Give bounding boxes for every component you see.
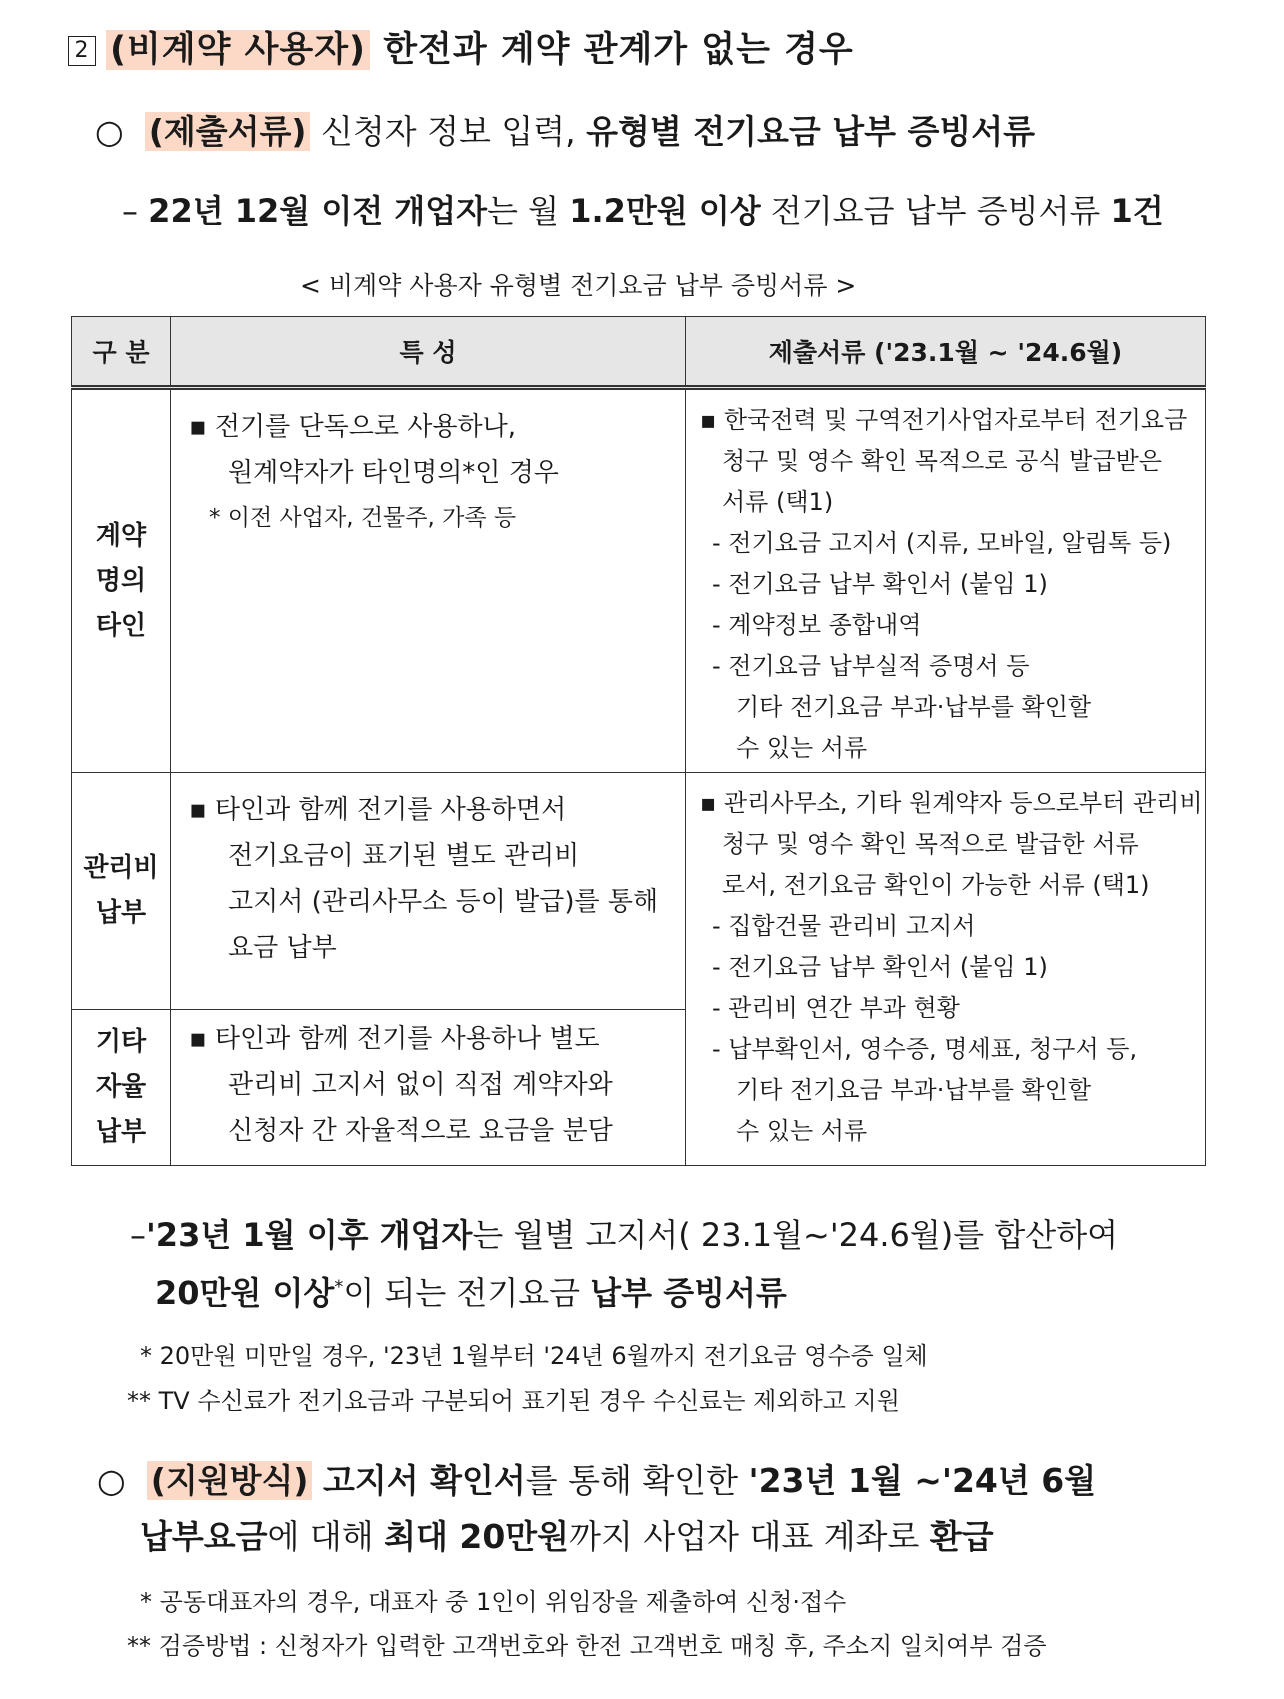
category-cell — [72, 388, 171, 773]
pre-dec22-bold2: 1.2만원 이상 — [569, 192, 761, 230]
method-bold1: 고지서 확인서 — [322, 1461, 526, 1500]
header-feature: 특 성 — [171, 317, 686, 388]
section-title-text: 한전과 계약 관계가 없는 경우 — [383, 30, 854, 70]
category-cell — [72, 773, 171, 1010]
method-item-line2 — [140, 1511, 994, 1558]
footnote: * 20만원 미만일 경우, '23년 1월부터 '24년 6월까지 전기요금 영수증 일체 — [140, 1342, 928, 1370]
doc-line: 청구 및 영수 확인 목적으로 공식 발급받은 — [722, 447, 1162, 475]
doc-line: 기타 전기요금 부과·납부를 확인할 — [736, 1076, 1092, 1104]
documents-cell — [686, 773, 1206, 1166]
doc-line: - 집합건물 관리비 고지서 — [712, 912, 976, 940]
feature-note: * 이전 사업자, 건물주, 가족 등 — [209, 505, 517, 531]
category-line: 자율 — [95, 1072, 147, 1102]
docs-item — [95, 106, 1035, 153]
category-line: 계약 — [95, 520, 147, 551]
section-title — [68, 22, 854, 72]
pre-dec22-bold1: 22년 12월 이전 개업자 — [148, 192, 488, 230]
pre-dec22-text2: 전기요금 납부 증빙서류 — [770, 192, 1101, 230]
category-cell — [72, 1010, 171, 1166]
bullet-circle: ○ — [97, 1461, 126, 1500]
feature-line: 관리비 고지서 없이 직접 계약자와 — [228, 1070, 613, 1100]
method-bold3: 납부요금 — [140, 1517, 268, 1556]
feature-line: 원계약자가 타인명의*인 경우 — [228, 458, 559, 488]
table-row — [72, 388, 1206, 773]
method-bold4: 최대 20만원 — [384, 1517, 570, 1556]
feature-line: ▪ 타인과 함께 전기를 사용하나 별도 — [189, 1024, 600, 1054]
post-jan23-text2: 이 되는 전기요금 — [343, 1274, 581, 1312]
doc-line: - 전기요금 납부실적 증명서 등 — [712, 652, 1030, 680]
doc-line: - 계약정보 종합내역 — [712, 611, 922, 639]
footnote-mark: * — [334, 1276, 344, 1298]
pre-dec22-text1: 는 월 — [487, 192, 560, 230]
doc-line: 기타 전기요금 부과·납부를 확인할 — [736, 693, 1092, 721]
category-line: 납부 — [95, 898, 147, 928]
bullet-circle: ○ — [95, 112, 124, 151]
doc-line: ▪ 한국전력 및 구역전기사업자로부터 전기요금 — [700, 406, 1188, 434]
evidence-table — [71, 316, 1206, 1166]
footnote: * 공동대표자의 경우, 대표자 중 1인이 위임장을 제출하여 신청·접수 — [140, 1588, 847, 1616]
doc-line: ▪ 관리사무소, 기타 원계약자 등으로부터 관리비 — [700, 789, 1203, 817]
feature-line: 요금 납부 — [228, 933, 337, 963]
table-header-row — [72, 317, 1206, 388]
feature-cell — [171, 388, 686, 773]
doc-line: 청구 및 영수 확인 목적으로 발급한 서류 — [722, 830, 1139, 858]
doc-line: - 전기요금 납부 확인서 (붙임 1) — [712, 570, 1048, 598]
feature-line: ▪ 전기를 단독으로 사용하나, — [189, 412, 516, 442]
doc-line: 서류 (택1) — [722, 488, 834, 516]
header-documents: 제출서류 ('23.1월 ~ '24.6월) — [686, 317, 1206, 388]
feature-line: 신청자 간 자율적으로 요금을 분담 — [228, 1116, 613, 1146]
footnote: ** 검증방법 : 신청자가 입력한 고객번호와 한전 고객번호 매칭 후, 주소지 일치여부 검증 — [127, 1632, 1047, 1660]
feature-line: 전기요금이 표기된 별도 관리비 — [228, 841, 580, 871]
table-caption: < 비계약 사용자 유형별 전기요금 납부 증빙서류 > — [300, 271, 857, 300]
doc-line: 수 있는 서류 — [736, 1117, 868, 1145]
category-line: 납부 — [95, 1117, 147, 1147]
header-category: 구 분 — [72, 317, 171, 388]
section-number-box: 2 — [68, 36, 96, 66]
method-bold5: 환급 — [929, 1517, 994, 1556]
doc-line: - 납부확인서, 영수증, 명세표, 청구서 등, — [712, 1035, 1138, 1063]
category-line: 명의 — [95, 565, 147, 596]
dash: – — [122, 192, 138, 230]
feature-line: ▪ 타인과 함께 전기를 사용하면서 — [189, 795, 567, 825]
post-jan23-bold2: 20만원 이상 — [155, 1274, 335, 1312]
doc-line: - 전기요금 납부 확인서 (붙임 1) — [712, 953, 1048, 981]
documents-cell — [686, 388, 1206, 773]
dash: – — [130, 1216, 146, 1254]
category-line: 타인 — [95, 610, 147, 641]
docs-item-bold: 유형별 전기요금 납부 증빙서류 — [586, 112, 1035, 151]
pre-dec22-line — [122, 186, 1164, 232]
table-row — [72, 773, 1206, 1010]
doc-line: 로서, 전기요금 확인이 가능한 서류 (택1) — [722, 871, 1150, 899]
docs-item-tag: (제출서류) — [145, 112, 311, 151]
post-jan23-bold1: '23년 1월 이후 개업자 — [146, 1216, 473, 1254]
post-jan23-line2 — [155, 1268, 787, 1314]
docs-item-text: 신청자 정보 입력, — [320, 112, 576, 151]
doc-line: 수 있는 서류 — [736, 734, 868, 762]
pre-dec22-bold3: 1건 — [1110, 192, 1164, 230]
category-line: 기타 — [95, 1027, 147, 1057]
method-text3: 까지 사업자 대표 계좌로 — [569, 1517, 920, 1556]
footnote: ** TV 수신료가 전기요금과 구분되어 표기된 경우 수신료는 제외하고 지원 — [127, 1387, 900, 1415]
method-item — [97, 1455, 1096, 1502]
post-jan23-text1: 는 월별 고지서( 23.1월~'24.6월)를 합산하여 — [472, 1216, 1119, 1254]
doc-line: - 관리비 연간 부과 현황 — [712, 994, 960, 1022]
post-jan23-line — [130, 1210, 1118, 1256]
feature-cell — [171, 1010, 686, 1166]
feature-cell — [171, 773, 686, 1010]
method-text2: 에 대해 — [267, 1517, 374, 1556]
section-tag: (비계약 사용자) — [106, 30, 370, 70]
feature-line: 고지서 (관리사무소 등이 발급)를 통해 — [228, 887, 659, 917]
doc-line: - 전기요금 고지서 (지류, 모바일, 알림톡 등) — [712, 529, 1172, 557]
method-item-tag: (지원방식) — [147, 1461, 313, 1500]
post-jan23-bold3: 납부 증빙서류 — [590, 1274, 787, 1312]
method-text1: 를 통해 확인한 — [525, 1461, 738, 1500]
category-line: 관리비 — [83, 853, 159, 883]
method-bold2: '23년 1월 ~'24년 6월 — [748, 1461, 1097, 1500]
